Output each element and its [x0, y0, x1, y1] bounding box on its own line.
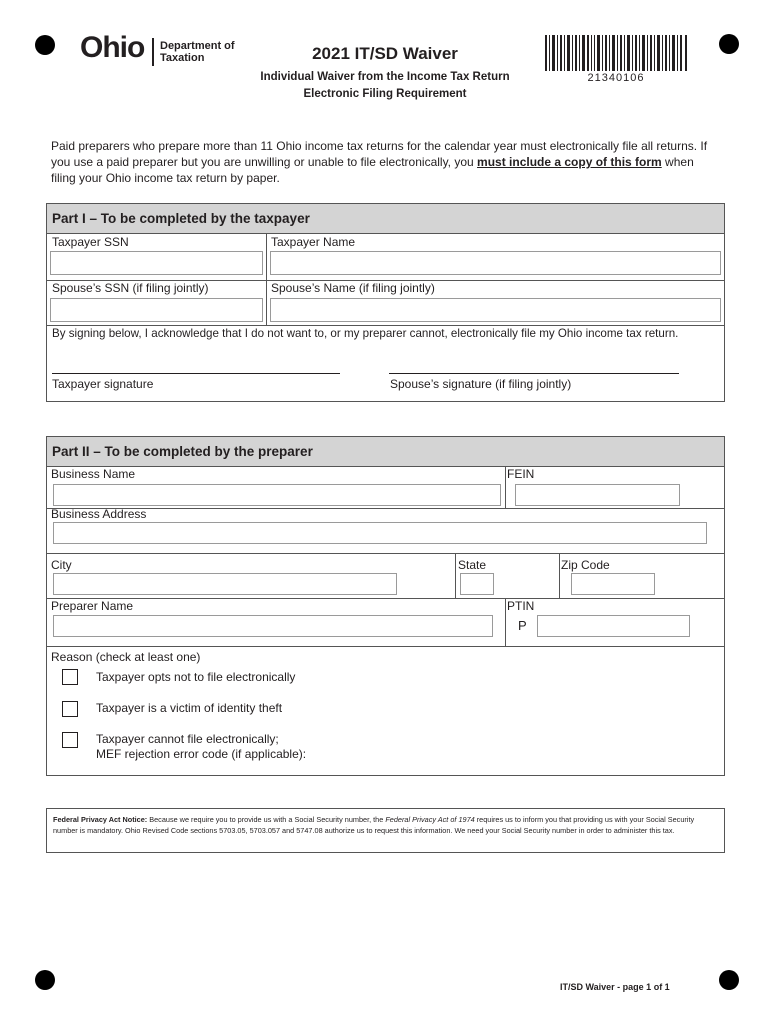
divider [47, 508, 724, 509]
logo-divider [152, 38, 154, 66]
taxpayer-signature-label: Taxpayer signature [52, 377, 154, 391]
divider [47, 553, 724, 554]
spouse-signature-line[interactable] [389, 373, 679, 374]
part2-heading: Part II – To be completed by the preparer [47, 437, 724, 467]
reason-opt-out-label: Taxpayer opts not to file electronically [96, 670, 296, 684]
divider [505, 467, 506, 508]
spouse-name-field[interactable] [270, 298, 721, 322]
mef-rejection-code-label: MEF rejection error code (if applicable): [96, 747, 307, 761]
form-number: 21340106 [587, 72, 645, 84]
ptin-prefix: P [518, 618, 527, 633]
divider [559, 553, 560, 598]
reason-opt-out-checkbox[interactable] [62, 669, 78, 685]
preparer-name-field[interactable] [53, 615, 493, 637]
state-field[interactable] [460, 573, 494, 595]
zip-code-label: Zip Code [561, 558, 610, 572]
privacy-act-name: Federal Privacy Act of 1974 [385, 815, 475, 824]
form-title: 2021 IT/SD Waiver [312, 44, 458, 63]
reason-label: Reason (check at least one) [51, 650, 201, 664]
part1-heading: Part I – To be completed by the taxpayer [47, 204, 724, 234]
city-field[interactable] [53, 573, 397, 595]
agency-name: Department of Taxation [160, 40, 235, 64]
registration-mark-top-left [35, 35, 55, 55]
taxpayer-name-label: Taxpayer Name [271, 235, 356, 249]
reason-identity-theft-checkbox[interactable] [62, 701, 78, 717]
zip-code-field[interactable] [571, 573, 655, 595]
reason-cannot-file-label: Taxpayer cannot file electronically; [96, 732, 279, 746]
fein-field[interactable] [515, 484, 680, 506]
ptin-field[interactable] [537, 615, 690, 637]
preparer-name-label: Preparer Name [51, 599, 134, 613]
intro-emphasis: must include a copy of this form [477, 155, 662, 169]
acknowledgement-text: By signing below, I acknowledge that I do not want to, or my preparer cannot, electronically file my Ohio income tax return. [52, 327, 679, 340]
divider [455, 553, 456, 598]
spouse-name-label: Spouse’s Name (if filing jointly) [271, 281, 435, 295]
taxpayer-ssn-label: Taxpayer SSN [52, 235, 129, 249]
reason-identity-theft-label: Taxpayer is a victim of identity theft [96, 701, 283, 715]
divider [47, 325, 724, 326]
intro-paragraph [51, 138, 719, 186]
registration-mark-bottom-right [719, 970, 739, 990]
registration-mark-bottom-left [35, 970, 55, 990]
part2-section [46, 436, 725, 776]
spouse-signature-label: Spouse’s signature (if filing jointly) [390, 377, 572, 391]
page-footer: IT/SD Waiver - page 1 of 1 [560, 982, 670, 992]
privacy-notice [46, 808, 725, 853]
registration-mark-top-right [719, 34, 739, 54]
privacy-heading: Federal Privacy Act Notice: [53, 815, 148, 824]
privacy-text: Because we require you to provide us with a Social Security number, the [147, 815, 386, 824]
taxpayer-name-field[interactable] [270, 251, 721, 275]
intro-text-end: when filing your Ohio income tax return by paper. [51, 155, 694, 185]
divider [505, 598, 506, 646]
form-subtitle: Individual Waiver from the Income Tax Return Electronic Filing Requirement [260, 71, 510, 100]
taxpayer-ssn-field[interactable] [50, 251, 263, 275]
spouse-ssn-label: Spouse’s SSN (if filing jointly) [52, 281, 209, 295]
business-address-field[interactable] [53, 522, 707, 544]
divider [47, 598, 724, 599]
intro-text: Paid preparers who prepare more than 11 Ohio income tax returns for the calendar year must electronically file all returns. If you use a paid preparer but you are unwilling or unable to file electronically, you [51, 139, 708, 169]
taxpayer-signature-line[interactable] [52, 373, 340, 374]
ohio-logo: Ohio [80, 31, 145, 64]
part1-section [46, 203, 725, 402]
reason-cannot-file-checkbox[interactable] [62, 732, 78, 748]
spouse-ssn-field[interactable] [50, 298, 263, 322]
divider [47, 646, 724, 647]
business-address-label: Business Address [51, 507, 147, 521]
barcode-image [545, 35, 687, 71]
business-name-label: Business Name [51, 467, 136, 481]
privacy-text-end: requires us to inform you that providing us with your Social Security number is mandatory. Ohio Revised Code sections 5703.05, 5703.057 and 5747.08 authorize us to request this information. We need your Social Security number in order to administer this tax. [53, 815, 695, 835]
fein-label: FEIN [507, 467, 535, 481]
ptin-label: PTIN [507, 599, 535, 613]
city-label: City [51, 558, 72, 572]
business-name-field[interactable] [53, 484, 501, 506]
state-label: State [458, 558, 487, 572]
